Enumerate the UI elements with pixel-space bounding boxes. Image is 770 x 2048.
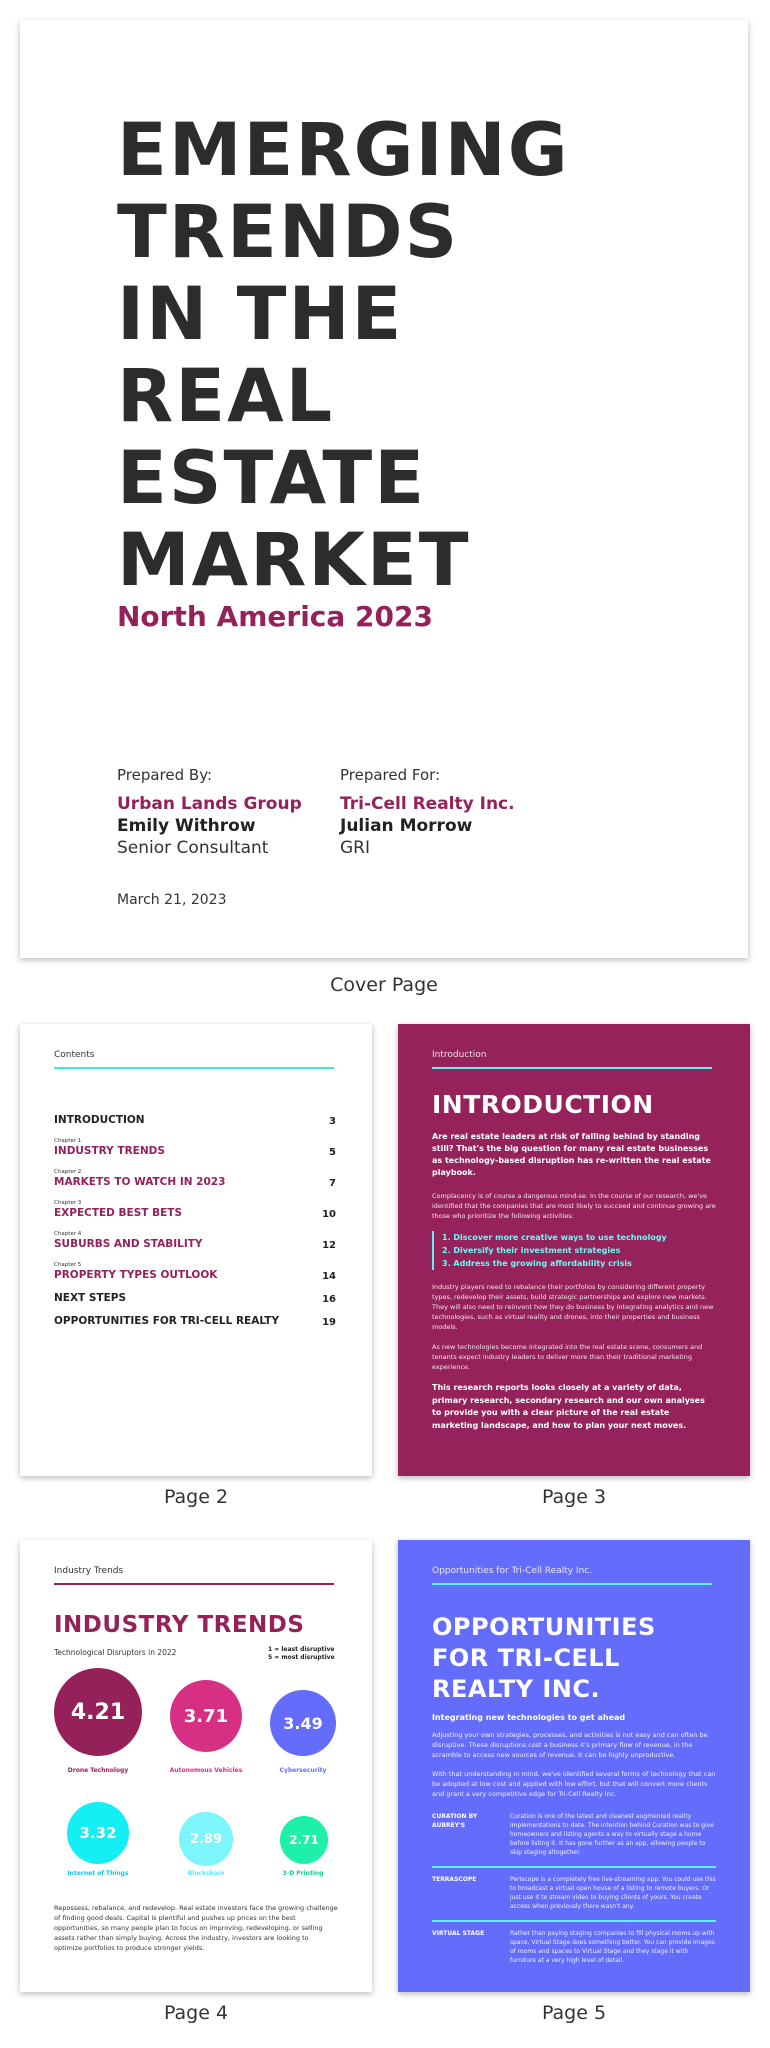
technology-description: Periscope is a completely free live-streaming app. You could use this to broadcast a virtual open house of a listing to remote buyers. Or just use it to stream video to buying clients of yours. You create access when previously there wasn't any. (510, 1876, 716, 1910)
toc-page-number: 14 (322, 1271, 336, 1282)
toc-entry[interactable] (54, 1230, 336, 1251)
disruptor-bubble (67, 1802, 129, 1864)
prepared-by-name: Emily Withrow (117, 816, 256, 836)
technology-name: CURATION BY AUBREY'S (432, 1813, 478, 1829)
cover-title-line: ESTATE (117, 436, 427, 521)
technology-item (432, 1866, 716, 1920)
toc-chapter: Chapter 4 (54, 1231, 82, 1237)
toc-title: OPPORTUNITIES FOR TRI-CELL REALTY (54, 1315, 280, 1327)
toc-page-number: 3 (329, 1116, 336, 1127)
prepared-by-label: Prepared By: (117, 766, 213, 784)
cover-date: March 21, 2023 (117, 892, 227, 908)
prepared-for-name: Julian Morrow (340, 816, 473, 836)
toc-page-number: 12 (322, 1240, 336, 1251)
intro-body (432, 1090, 716, 1432)
toc-title: SUBURBS AND STABILITY (54, 1238, 203, 1250)
trends-paragraph: Repossess, rebalance, and redevelop. Real estate investors face the growing challenge of finding good deals. Capital is plentiful and pushes up prices on the best opportunities, so many people plan to focus on improving, redeveloping, or selling assets rather than simply buying. Across the industry, investors are looking to optimize portfolios to produce stronger yields. (54, 1904, 338, 1952)
opportunities-paragraph: With that understanding in mind, we've identified several forms of technology that can be adopted at low cost and applied with low effort, but that will convert more clients and grant a very competitive edge for Tri-Cell Realty Inc. (432, 1770, 716, 1798)
intro-closing: This research reports looks closely at a variety of data, primary research, secondary research and our own analyses to provide you with a clear picture of the real estate marketing landscape, and how to plan your next moves. (432, 1383, 705, 1430)
page-header-label: Contents (54, 1050, 95, 1060)
opportunities-page (398, 1540, 750, 1992)
disruptor-label: Drone Technology (67, 1767, 129, 1774)
prepared-for-org: Tri-Cell Realty Inc. (340, 794, 515, 814)
toc-entry[interactable] (54, 1292, 336, 1305)
technology-description: Rather than paying staging companies to fill physical rooms up with space, Virtual Stage does something better. You can provide images of rooms and spaces to Virtual Stage and they stage it with furniture at a very high level of detail. (510, 1930, 715, 1964)
cover-title-line: MARKET (117, 518, 471, 603)
page-title: INTRODUCTION (432, 1090, 654, 1119)
disruptor-label: Cybersecurity (279, 1767, 327, 1774)
disruptor-value: 3.49 (283, 1713, 323, 1733)
page-header (432, 1050, 712, 1066)
toc-page-number: 5 (329, 1147, 336, 1158)
technology-item (432, 1920, 716, 1974)
page-title-line: REALTY INC. (432, 1675, 601, 1703)
toc-entry[interactable] (54, 1137, 336, 1158)
page-title-line: OPPORTUNITIES (432, 1613, 656, 1641)
page-header (54, 1566, 334, 1582)
disruptor-label: Internet of Things (67, 1870, 129, 1877)
contents-page (20, 1024, 372, 1476)
priority-item: 2. Diversify their investment strategies (442, 1246, 621, 1255)
page4-caption: Page 4 (163, 2002, 229, 2024)
rating-legend (268, 1646, 335, 1662)
introduction-page (398, 1024, 750, 1476)
cover-page (20, 20, 748, 958)
intro-lead: Are real estate leaders at risk of falling behind by standing still? That's the big question for many real estate businesses as technology-based disruption has re-written the real estate playbook. (432, 1132, 711, 1177)
intro-paragraph: As new technologies become integrated into the real estate scene, consumers and tenants expect industry leaders to deliver more than their traditional marketing experience. (432, 1343, 703, 1371)
header-rule (54, 1067, 334, 1069)
intro-paragraph: Industry players need to rebalance their portfolios by considering different property types, redevelop their assets, build strategic partnerships and explore new markets. They will also need to reinvent how they do business by integrating analytics and new technologies, such as virtual reality and drones, into their properties and business models. (432, 1283, 714, 1331)
toc-entry[interactable] (54, 1199, 336, 1220)
toc-chapter: Chapter 5 (54, 1262, 82, 1268)
disruptor-bubble (54, 1668, 142, 1756)
technology-name: VIRTUAL STAGE (432, 1930, 485, 1937)
page-header-label: Introduction (432, 1050, 487, 1060)
legend-line: 5 = most disruptive (268, 1654, 335, 1661)
toc-chapter: Chapter 2 (54, 1169, 82, 1175)
technology-name: TERRASCOPE (432, 1876, 477, 1883)
toc-title: PROPERTY TYPES OUTLOOK (54, 1269, 218, 1281)
priority-item: 1. Discover more creative ways to use technology (442, 1233, 667, 1242)
toc-entry[interactable] (54, 1168, 336, 1189)
disruptor-bubble (179, 1812, 233, 1866)
cover-subtitle: North America 2023 (117, 600, 433, 633)
disruptor-bubble (170, 1680, 242, 1752)
legend-line: 1 = least disruptive (268, 1646, 335, 1653)
header-rule (432, 1067, 712, 1069)
priority-list (432, 1231, 716, 1270)
opportunities-paragraph: Adjusting your own strategies, processes, and activities is not easy and can often be disruptive. These disruptions cost a business it's primary flow of revenue, in the scramble to access new sources of revenue. It can be highly unproductive. (432, 1731, 708, 1759)
cover-caption: Cover Page (330, 974, 438, 996)
page5-caption: Page 5 (541, 2002, 607, 2024)
toc-chapter: Chapter 3 (54, 1200, 82, 1206)
toc-entry[interactable] (54, 1315, 336, 1328)
cover-title-line: TRENDS (117, 190, 460, 275)
chart-subtitle: Technological Disruptors in 2022 (54, 1648, 177, 1657)
industry-trends-page (20, 1540, 372, 1992)
page3-caption: Page 3 (541, 1486, 607, 1508)
prepared-by-block (117, 766, 302, 858)
disruptor-value: 3.71 (183, 1705, 229, 1727)
opportunities-lead: Integrating new technologies to get ahead (432, 1713, 626, 1722)
toc-page-number: 10 (322, 1209, 336, 1220)
cover-title-line: REAL (117, 354, 335, 439)
disruptor-label: Autonomous Vehicles (169, 1767, 243, 1774)
disruptor-value: 3.32 (79, 1824, 117, 1842)
toc-entry[interactable] (54, 1261, 336, 1282)
disruptor-label: 3-D Printing (282, 1870, 324, 1877)
prepared-for-label: Prepared For: (340, 766, 441, 784)
disruptor-value: 2.89 (189, 1831, 223, 1847)
disruptor-bubble (280, 1816, 328, 1864)
toc-page-number: 7 (329, 1178, 336, 1189)
prepared-by-org: Urban Lands Group (117, 794, 302, 814)
cover-title-line: IN THE (117, 272, 404, 357)
disruptor-value: 4.21 (70, 1699, 126, 1725)
intro-paragraph: Complacency is of course a dangerous mind-se. In the course of our research, we've identified that the companies that are most likely to succeed and continue growing are those who prioritize the following activities: (432, 1192, 716, 1220)
toc-entry[interactable] (54, 1114, 336, 1127)
toc-title: INTRODUCTION (54, 1114, 145, 1126)
toc-title: INDUSTRY TRENDS (54, 1145, 165, 1157)
page-title-line: FOR TRI-CELL (432, 1644, 620, 1672)
technology-description: Curation is one of the latest and cleanest augmented reality implementations to date. The intention behind Curation was to give homeowners and listing agents a way to virtually stage a home before listing it. It has gone further as an app, allowing people to skip staging altogether. (510, 1813, 714, 1856)
disruptor-bubble (270, 1690, 336, 1756)
page-header-label: Industry Trends (54, 1566, 124, 1576)
header-rule (432, 1583, 712, 1585)
cover-title-line: EMERGING (117, 108, 570, 193)
toc-title: NEXT STEPS (54, 1292, 127, 1304)
prepared-by-role: Senior Consultant (117, 838, 269, 858)
toc-chapter: Chapter 1 (54, 1138, 82, 1144)
toc-title: MARKETS TO WATCH IN 2023 (54, 1176, 226, 1188)
prepared-for-role: GRI (340, 838, 370, 858)
page-header (54, 1050, 334, 1066)
page-header-label: Opportunities for Tri-Cell Realty Inc. (432, 1566, 593, 1576)
page2-caption: Page 2 (163, 1486, 229, 1508)
page-title (432, 1612, 656, 1705)
toc-page-number: 19 (322, 1317, 336, 1328)
table-of-contents (54, 1114, 336, 1338)
toc-title: EXPECTED BEST BETS (54, 1207, 183, 1219)
prepared-for-block (340, 766, 515, 858)
header-rule (54, 1583, 334, 1585)
disruptor-label: Blockchain (187, 1870, 225, 1877)
cover-title (117, 110, 570, 602)
technology-item (432, 1808, 716, 1866)
page-header (432, 1566, 712, 1582)
opportunities-body (432, 1713, 716, 1974)
toc-page-number: 16 (322, 1294, 336, 1305)
disruptor-value: 2.71 (289, 1833, 319, 1847)
priority-item: 3. Address the growing affordability crisis (442, 1259, 632, 1268)
page-title: INDUSTRY TRENDS (54, 1612, 305, 1638)
